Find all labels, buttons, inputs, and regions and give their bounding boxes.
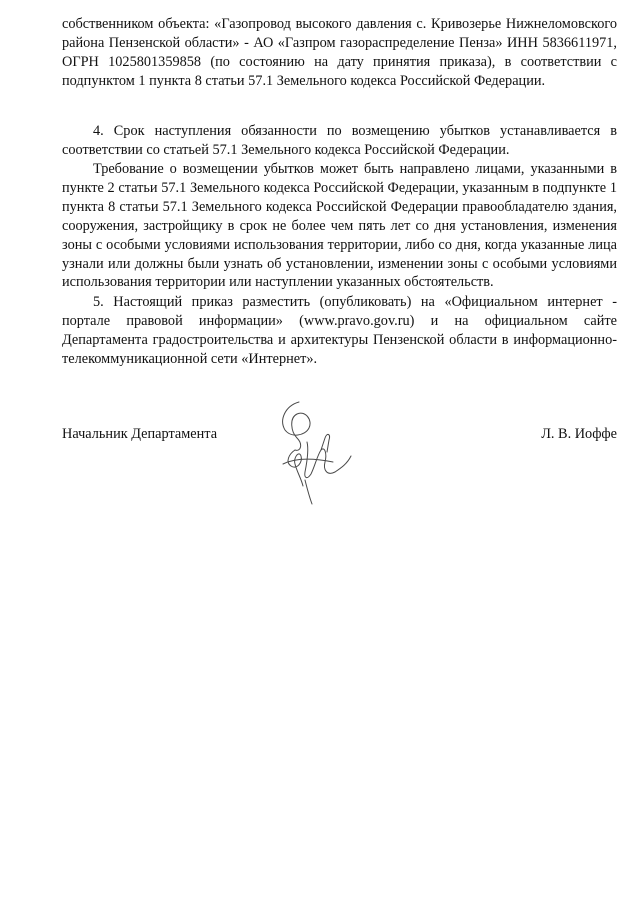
signer-name: Л. В. Иоффе — [541, 426, 617, 442]
paragraph-item-5: 5. Настоящий приказ разместить (опубликовать) на «Официальном интернет - портале правовой информации» (www.pravo.gov.ru) и на официальном сайте Департамента градостроительства и архитектуры Пензенской области в информационно-телекоммуникационной сети «Интернет». — [62, 294, 617, 367]
paragraph-owner-info: собственником объекта: «Газопровод высокого давления с. Кривозерье Нижнеломовского района Пензенской области» - АО «Газпром газораспределение Пенза» ИНН 5836611971, ОГРН 1025801359858 (по состоянию на дату принятия приказа), в соответствии с подпунктом 1 пункта 8 статьи 57.1 Земельного кодекса Российской Федерации. — [62, 16, 617, 89]
paragraph-item-4: 4. Срок наступления обязанности по возмещению убытков устанавливается в соответствии со статьей 57.1 Земельного кодекса Российской Федерации. — [62, 123, 617, 158]
handwritten-signature — [255, 392, 375, 507]
paragraph-damages-claim: Требование о возмещении убытков может быть направлено лицами, указанными в пункте 2 статьи 57.1 Земельного кодекса Российской Федерации, указанным в подпункте 1 пункта 8 статьи 57.1 Земельного кодекса Российской Федерации правообладателю здания, сооружения, застройщику в срок не более чем пять лет со дня установления, изменения зоны с особыми условиями использования территории, либо со дня, когда указанные лица узнали или должны были узнать об установлении, изменении зоны с особыми условиями использования территории или наступлении указанных обстоятельств. — [62, 161, 617, 291]
position-title: Начальник Департамента — [62, 426, 218, 442]
